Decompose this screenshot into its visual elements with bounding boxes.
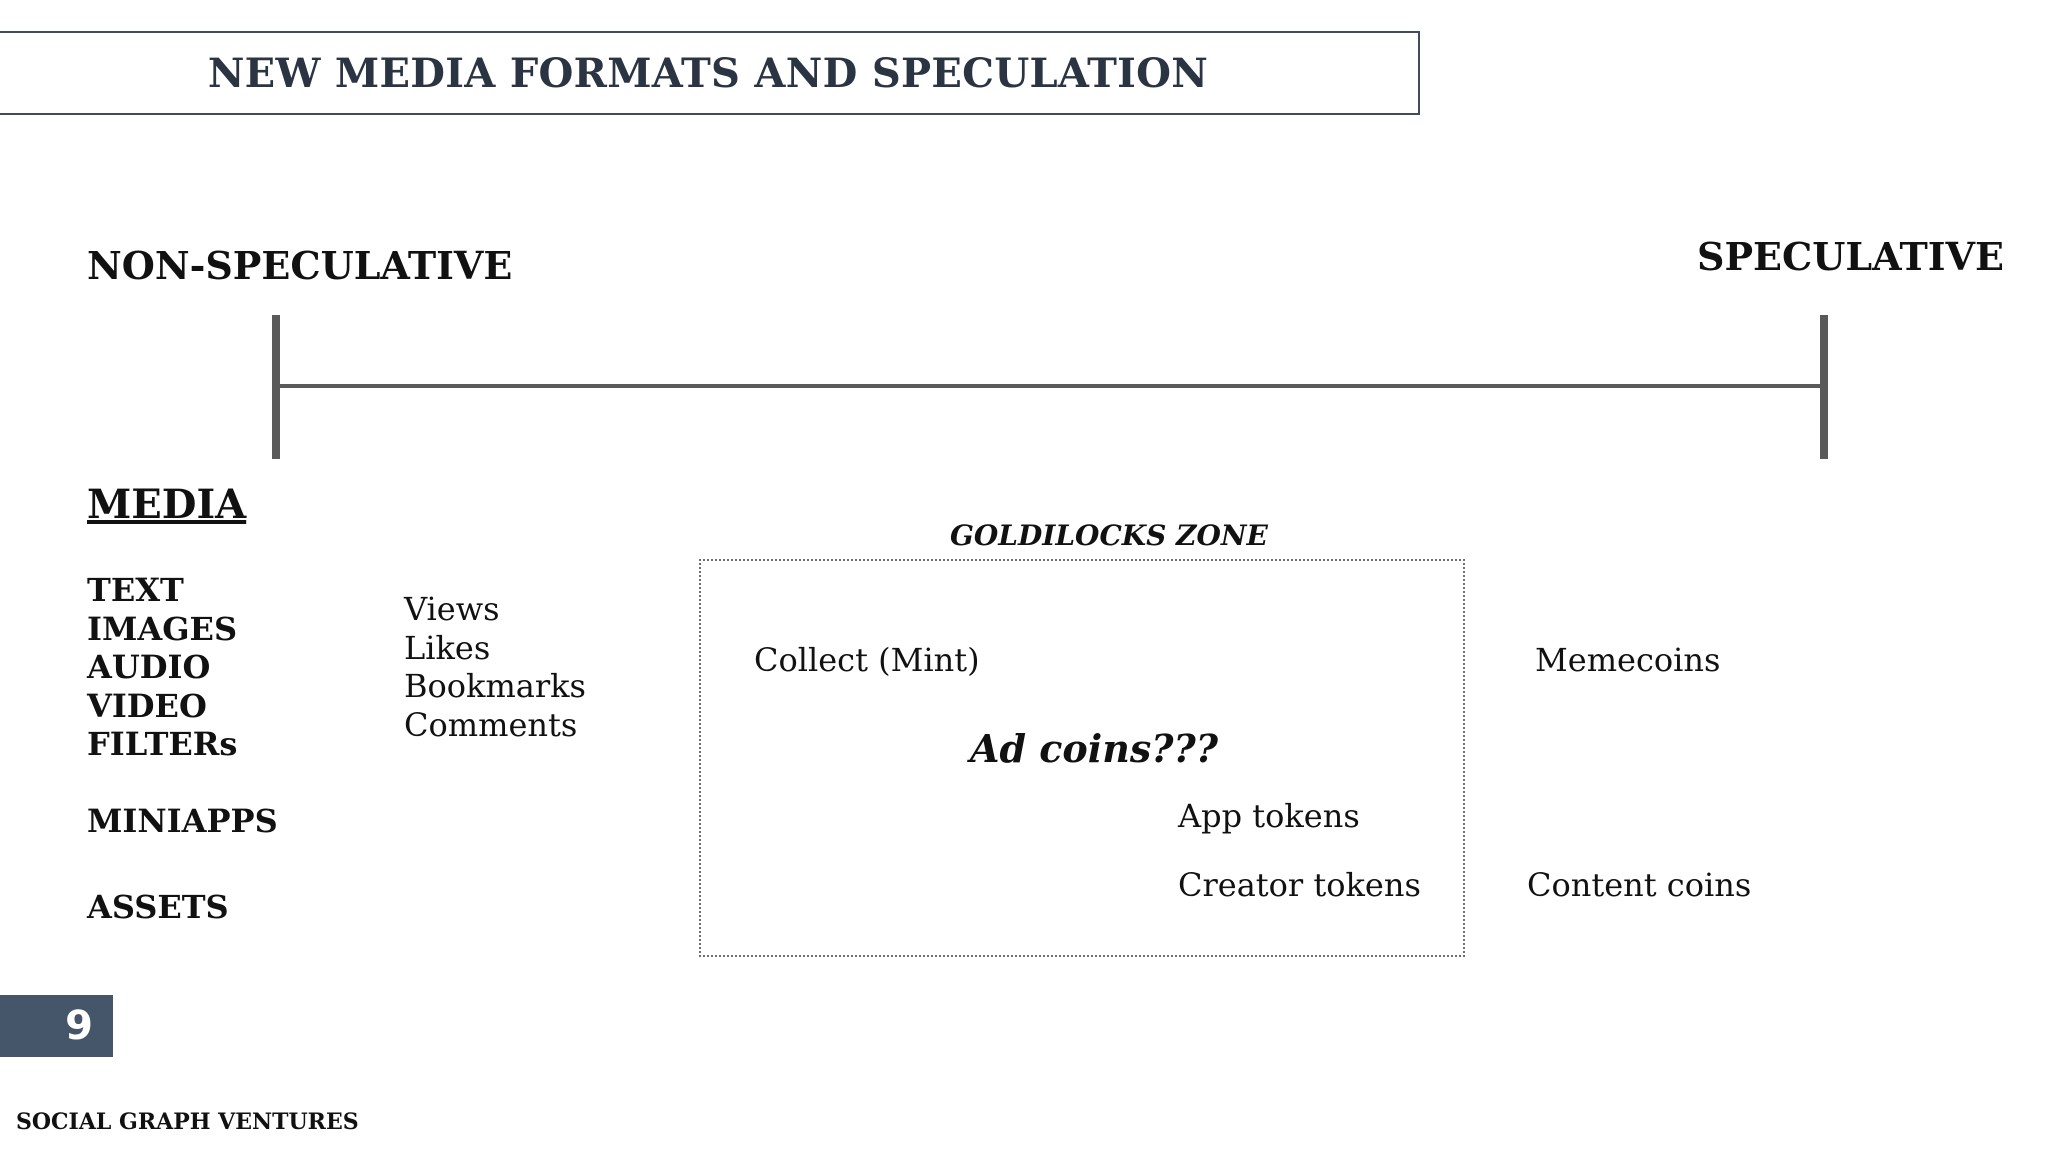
media-format-item: FILTERs — [87, 725, 238, 763]
non-speculative-label: NON-SPECULATIVE — [87, 243, 513, 288]
memecoins-label: Memecoins — [1535, 641, 1721, 679]
miniapps-label: MINIAPPS — [87, 802, 278, 840]
app-tokens-label: App tokens — [1178, 797, 1360, 835]
speculative-label: SPECULATIVE — [1697, 234, 2004, 279]
media-format-item: TEXT — [87, 571, 184, 609]
ad-coins-label: Ad coins??? — [970, 726, 1219, 771]
assets-label: ASSETS — [87, 888, 229, 926]
engagement-item: Likes — [404, 628, 491, 667]
media-format-list — [87, 571, 237, 764]
media-format-item: IMAGES — [87, 609, 238, 648]
engagement-list — [404, 590, 586, 744]
media-heading: MEDIA — [87, 481, 247, 528]
goldilocks-zone-label: GOLDILOCKS ZONE — [950, 519, 1268, 552]
media-format-item: VIDEO — [87, 686, 207, 725]
creator-tokens-label: Creator tokens — [1178, 866, 1421, 904]
page-number-badge — [0, 995, 113, 1057]
engagement-item: Comments — [404, 705, 578, 744]
engagement-item: Bookmarks — [404, 667, 586, 705]
footer-brand: SOCIAL GRAPH VENTURES — [16, 1109, 359, 1135]
page-title: NEW MEDIA FORMATS AND SPECULATION — [207, 49, 1209, 97]
engagement-item: Views — [404, 590, 500, 628]
collect-mint-label: Collect (Mint) — [754, 641, 980, 679]
page-number: 9 — [65, 1003, 93, 1049]
content-coins-label: Content coins — [1527, 866, 1752, 904]
spectrum-axis — [0, 0, 2060, 480]
media-format-item: AUDIO — [87, 648, 211, 686]
